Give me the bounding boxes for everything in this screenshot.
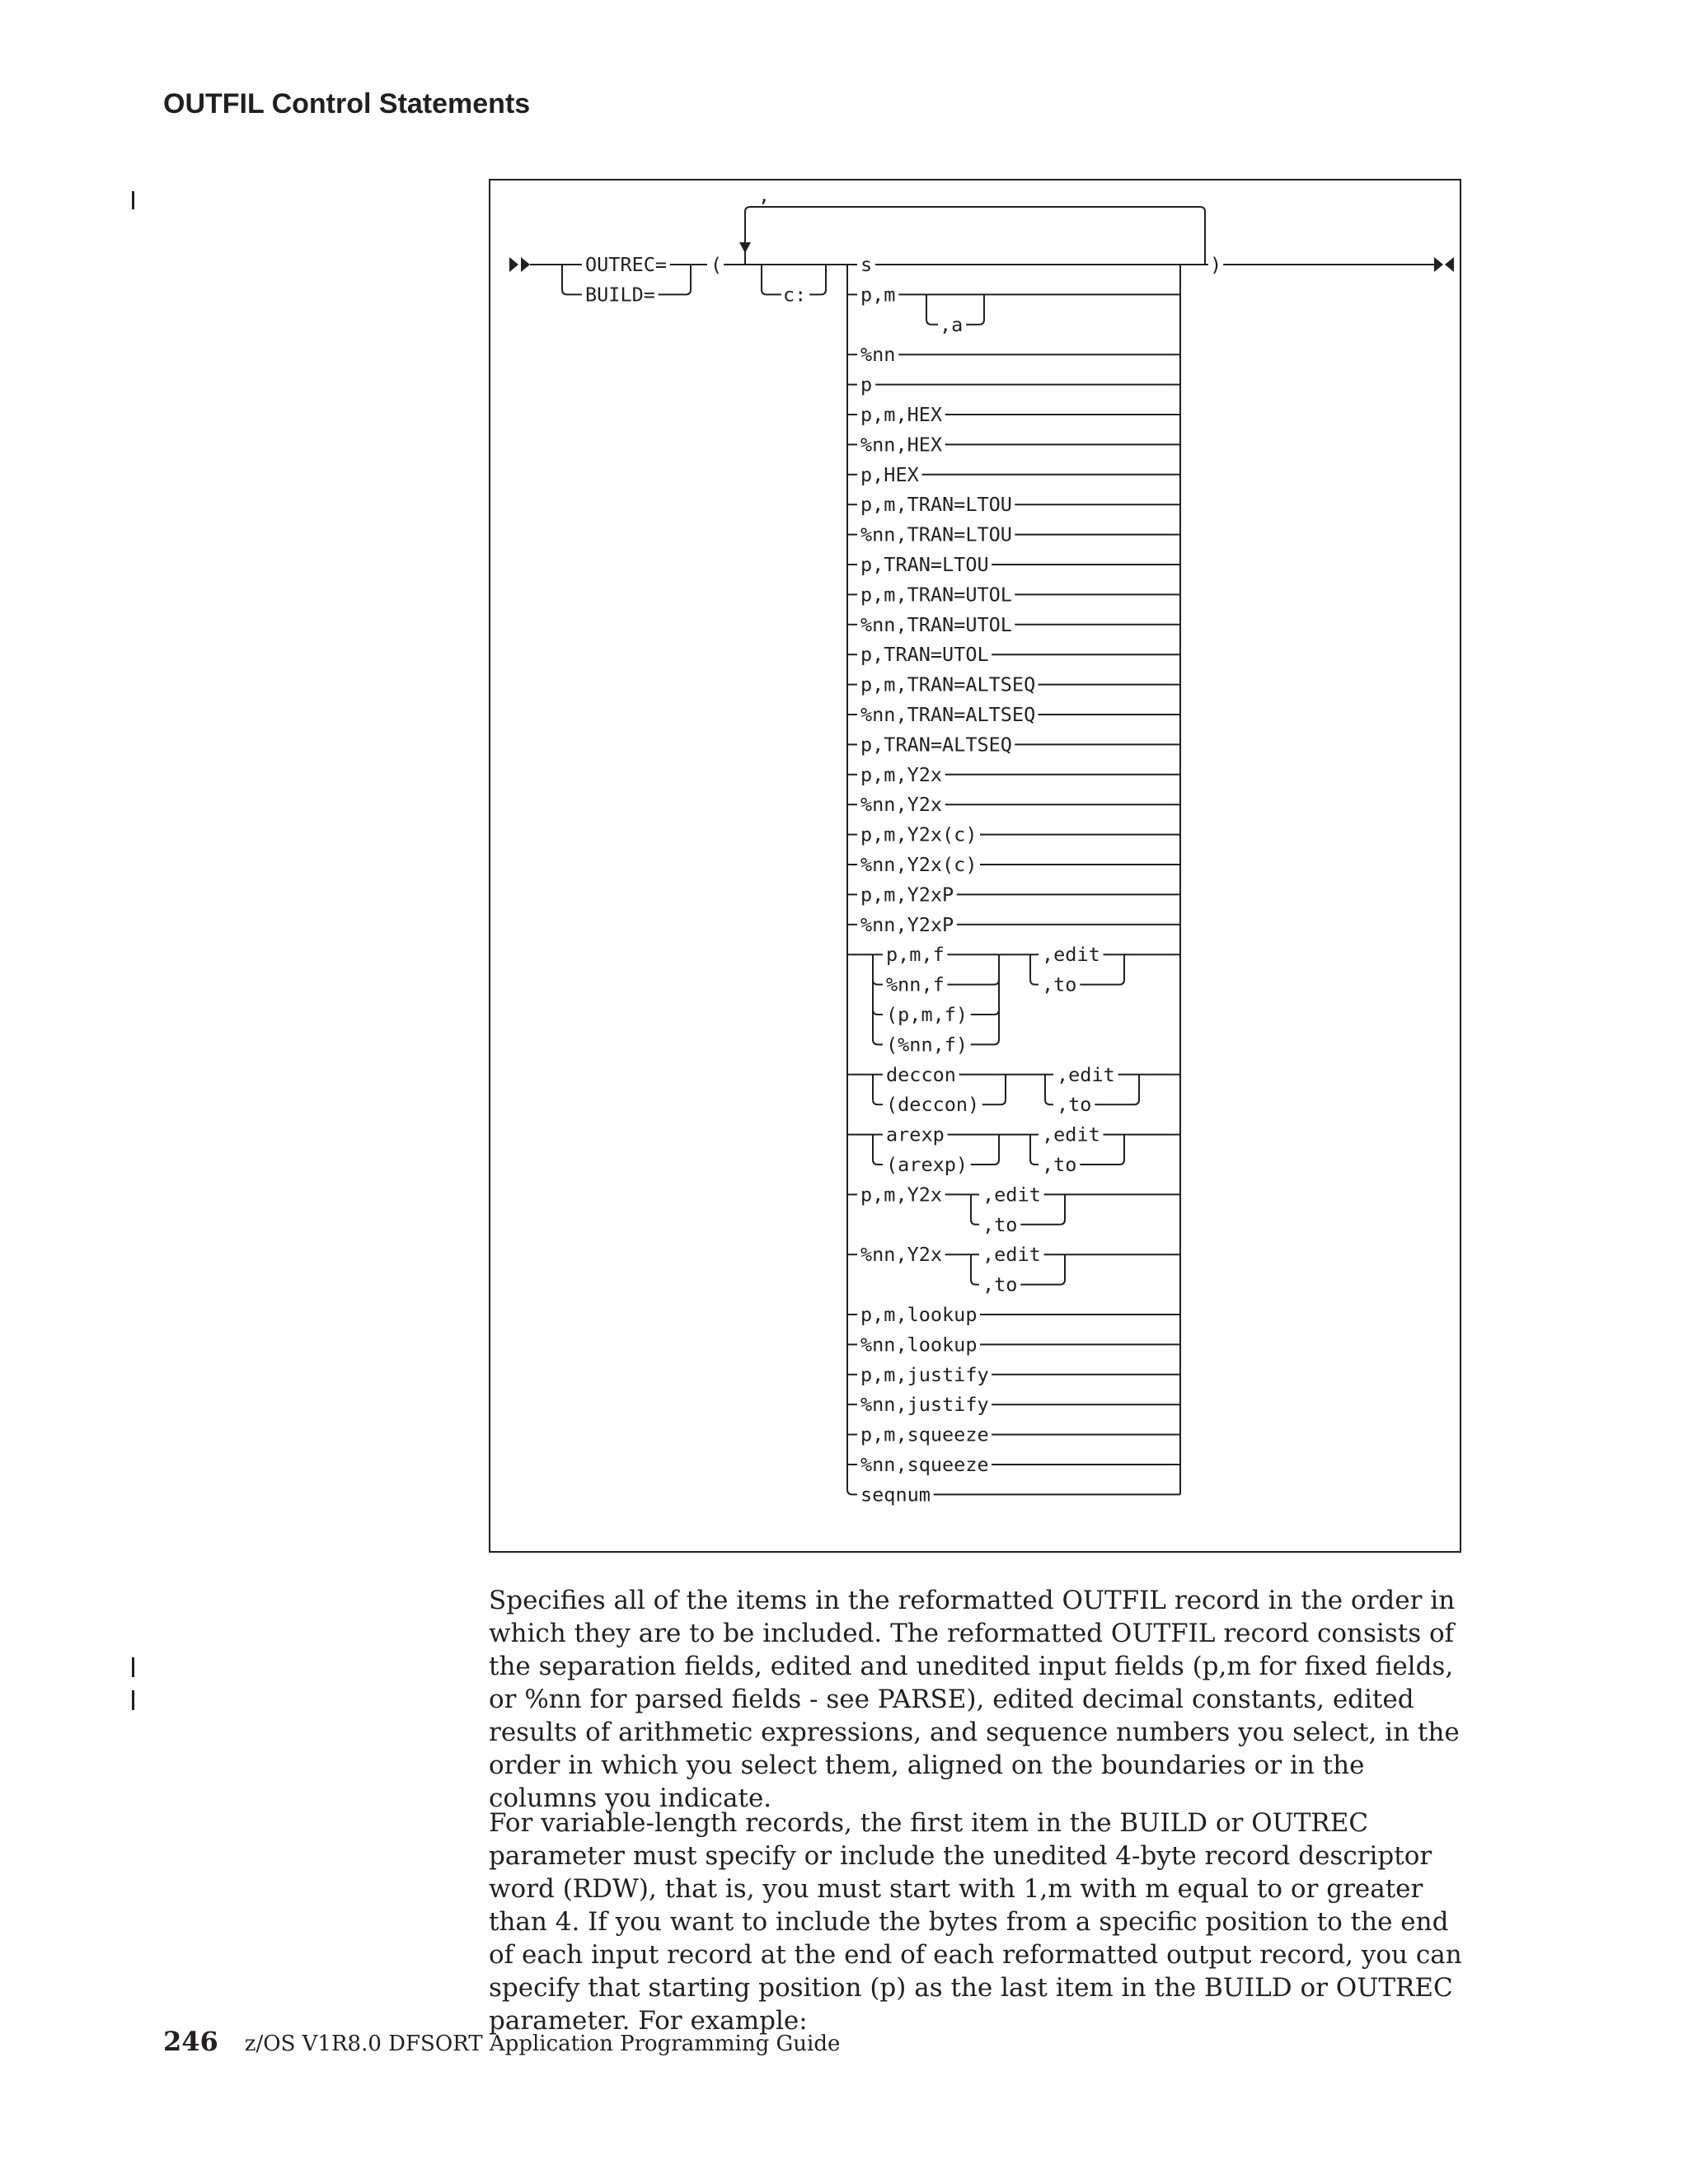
rail-path <box>971 1254 979 1284</box>
syntax-item: %nn <box>860 343 896 367</box>
syntax-item: p,m,lookup <box>860 1303 978 1326</box>
arexp-group-option-to: ,to <box>1042 1153 1077 1176</box>
syntax-item: %nn,justify <box>860 1393 989 1417</box>
paragraph-variable-length: For variable-length records, the first item in the BUILD or OUTREC parameter must specify or include the unedited 4-byte record descriptor word (RDW), that is, you must start with 1,m with m equal to or greater than 4. If you want to include the bytes from a specific position to the end of each input record at the end of each reformatted output record, you can specify that starting position (p) as the last item in the BUILD or OUTREC parameter. For example: <box>489 1808 1462 2036</box>
repeat-arrow-icon <box>739 242 751 253</box>
rail-path <box>979 294 984 324</box>
syntax-item: p,m,justify <box>860 1362 989 1386</box>
end-marker-icon <box>1445 257 1454 272</box>
rail-path <box>562 265 582 294</box>
syntax-item: p,m,Y2xP <box>860 883 954 907</box>
syntax-item: p,m,TRAN=UTOL <box>860 583 1012 607</box>
rail-path <box>1119 1135 1124 1165</box>
syntax-item: p,m,TRAN=ALTSEQ <box>860 673 1036 696</box>
syntax-item: %nn,lookup <box>860 1333 978 1357</box>
arexp-group-item: arexp <box>886 1122 945 1146</box>
pm-y2x-group-item: p,m,Y2x <box>860 1183 943 1207</box>
fields-group-item: (%nn,f) <box>886 1033 968 1057</box>
nn-y2x-group-option-to: ,to <box>982 1272 1018 1296</box>
syntax-item: p,m,squeeze <box>860 1422 989 1446</box>
rail-path <box>994 1039 999 1044</box>
fields-group-item: (p,m,f) <box>886 1003 968 1026</box>
start-marker-icon <box>509 257 518 272</box>
rail-path <box>821 265 826 294</box>
rail-path <box>1134 1075 1139 1104</box>
pm-y2x-group-option-edit: ,edit <box>982 1183 1041 1207</box>
item-pm-option-a: ,a <box>940 312 964 336</box>
rail-path <box>1060 1194 1065 1224</box>
fields-group-option-to: ,to <box>1042 972 1077 996</box>
rail-path <box>686 265 691 294</box>
running-head: OUTFIL Control Statements <box>163 88 531 120</box>
rail-path <box>971 1194 979 1224</box>
syntax-item: p,m,Y2x <box>860 762 943 786</box>
rail-path <box>926 294 938 324</box>
nn-y2x-group-option-edit: ,edit <box>982 1243 1041 1267</box>
deccon-group-item: (deccon) <box>886 1093 980 1117</box>
rail-path <box>1001 1099 1006 1104</box>
book-title: z/OS V1R8.0 DFSORT Application Programming Guide <box>244 2032 841 2056</box>
syntax-item: p,HEX <box>860 462 919 486</box>
rail-path <box>994 1160 999 1165</box>
syntax-item: p,m,Y2x(c) <box>860 823 978 846</box>
syntax-item: %nn,squeeze <box>860 1453 989 1476</box>
deccon-group-item: deccon <box>886 1062 956 1086</box>
item-pm: p,m <box>860 283 896 307</box>
fields-group-option-edit: ,edit <box>1042 943 1100 967</box>
rail-path <box>847 1489 857 1494</box>
page-footer <box>163 2026 840 2057</box>
arexp-group-item: (arexp) <box>886 1153 968 1176</box>
syntax-item: p,m,HEX <box>860 403 943 426</box>
open-paren: ( <box>710 253 723 276</box>
keyword-build: BUILD= <box>585 283 655 307</box>
rail-path <box>873 1160 883 1165</box>
syntax-item: %nn,TRAN=ALTSEQ <box>860 703 1036 726</box>
fields-group-item: p,m,f <box>886 943 945 967</box>
syntax-item: %nn,Y2x <box>860 793 943 817</box>
page-number: 246 <box>163 2026 218 2057</box>
rail-path <box>873 1039 883 1044</box>
syntax-item: %nn,TRAN=UTOL <box>860 612 1012 636</box>
repeat-loop <box>745 207 1205 265</box>
syntax-item: %nn,HEX <box>860 433 943 457</box>
rail-path <box>873 1010 883 1015</box>
rail-path <box>1030 954 1039 984</box>
deccon-group-option-edit: ,edit <box>1057 1062 1115 1086</box>
rail-path <box>762 265 781 294</box>
syntax-item: p,TRAN=ALTSEQ <box>860 733 1012 757</box>
syntax-item: p,m,TRAN=LTOU <box>860 493 1012 517</box>
arexp-group-option-edit: ,edit <box>1042 1122 1100 1146</box>
nn-y2x-group-item: %nn,Y2x <box>860 1243 943 1267</box>
item-s: s <box>860 253 873 276</box>
syntax-item: %nn,TRAN=LTOU <box>860 523 1012 546</box>
repeat-separator: , <box>758 184 771 207</box>
start-marker-icon <box>521 257 530 272</box>
keyword-outrec: OUTREC= <box>585 253 668 276</box>
column-option: c: <box>783 283 807 307</box>
syntax-item: p,TRAN=LTOU <box>860 553 989 576</box>
rail-path <box>1045 1075 1053 1104</box>
syntax-item: seqnum <box>860 1483 931 1507</box>
rail-path <box>1060 1254 1065 1284</box>
rail-path <box>873 980 883 985</box>
paragraph-specifies: Specifies all of the items in the reformatted OUTFIL record in the order in which they are to be included. The reformatted OUTFIL record consists of the separation fields, edited and unedited input fields (p,m for fixed fields, or %nn for parsed fields - see PARSE), edited decimal constants, edited results of arithmetic expressions, and sequence numbers you select, in the order in which you select them, aligned on the boundaries or in the columns you indicate. <box>489 1586 1460 1813</box>
syntax-item: %nn,Y2x(c) <box>860 853 978 876</box>
syntax-item: p <box>860 373 873 396</box>
pm-y2x-group-option-to: ,to <box>982 1212 1018 1236</box>
fields-group-item: %nn,f <box>886 972 945 996</box>
deccon-group-option-to: ,to <box>1057 1093 1092 1117</box>
rail-path <box>1119 954 1124 984</box>
close-paren: ) <box>1210 253 1222 276</box>
syntax-item: p,TRAN=UTOL <box>860 643 989 667</box>
end-marker-icon <box>1434 257 1443 272</box>
rail-path <box>873 1099 883 1104</box>
syntax-item: %nn,Y2xP <box>860 912 954 936</box>
rail-path <box>1030 1135 1039 1165</box>
